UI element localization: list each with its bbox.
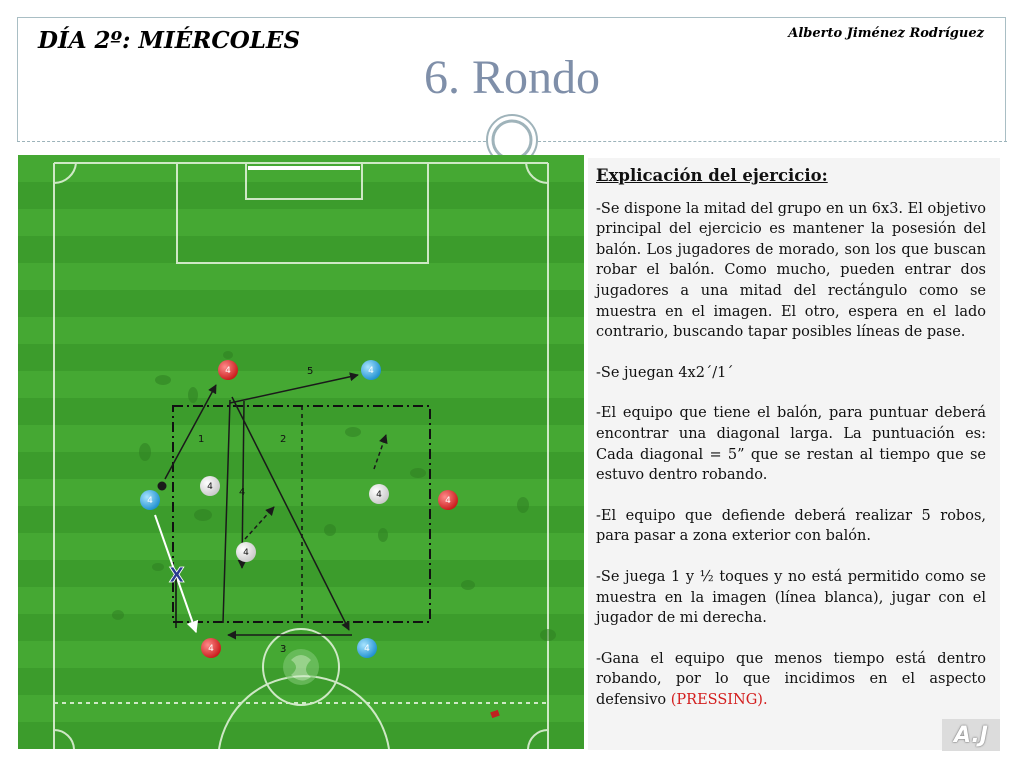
player-blue-top xyxy=(361,360,381,380)
rondo-diagram xyxy=(18,155,584,749)
day-title: DÍA 2º: MIÉRCOLES xyxy=(38,27,301,54)
author-logo: A.J xyxy=(942,719,1000,751)
author-name: Alberto Jiménez Rodríguez xyxy=(788,26,984,41)
player-blue-bottom xyxy=(357,638,377,658)
svg-text:4: 4 xyxy=(147,496,153,506)
explanation-heading: Explicación del ejercicio: xyxy=(596,166,828,185)
player-red-top xyxy=(218,360,238,380)
svg-text:4: 4 xyxy=(243,548,249,558)
player-white-right xyxy=(369,484,389,504)
pass-number-1: 1 xyxy=(198,434,205,445)
explanation-paragraph-6 xyxy=(596,649,986,711)
svg-text:4: 4 xyxy=(368,366,374,376)
ball-icon xyxy=(158,482,167,491)
pass-number-2: 2 xyxy=(280,434,287,445)
pass-number-4: 4 xyxy=(239,487,246,498)
pressing-highlight: (PRESSING). xyxy=(670,691,768,708)
explanation-paragraph-6-text: -Gana el equipo que menos tiempo está dentro robando, por lo que incidimos en el aspecto defensivo xyxy=(596,650,986,708)
page-title: 6. Rondo xyxy=(423,51,600,104)
explanation-paragraph-2: -Se juegan 4x2´/1´ xyxy=(596,364,734,381)
player-white-bottom xyxy=(236,542,256,562)
player-white-left xyxy=(200,476,220,496)
svg-text:4: 4 xyxy=(208,644,214,654)
explanation-paragraph-4: -El equipo que defiende deberá realizar 5 robos, para pasar a zona exterior con balón. xyxy=(596,507,986,545)
marker-x: X xyxy=(169,563,185,587)
explanation-paragraph-3: -El equipo que tiene el balón, para puntuar deberá encontrar una diagonal larga. La puntuación es: Cada diagonal = 5” que se restan al tiempo que se estuvo dentro robando. xyxy=(596,405,986,484)
explanation-panel xyxy=(588,158,1000,750)
player-red-bottom xyxy=(201,638,221,658)
svg-text:4: 4 xyxy=(364,644,370,654)
player-blue-left xyxy=(140,490,160,510)
svg-text:4: 4 xyxy=(445,496,451,506)
explanation-paragraph-1: -Se dispone la mitad del grupo en un 6x3. El objetivo principal del ejercicio es mantener la posesión del balón. Los jugadores de morado, son los que buscan robar el balón. Como mucho, pueden entrar dos jugadores a una mitad del rectángulo como se muestra en el imagen. El otro, espera en el lado contrario, buscando tapar posibles líneas de pase. xyxy=(596,200,986,341)
center-crest-icon xyxy=(283,649,319,685)
pass-number-3: 3 xyxy=(280,644,287,655)
pass-number-5: 5 xyxy=(307,366,314,377)
explanation-paragraph-5: -Se juega 1 y ½ toques y no está permitido como se muestra en la imagen (línea blanca), jugar con el jugador de mi derecha. xyxy=(596,568,986,627)
svg-text:4: 4 xyxy=(207,482,213,492)
svg-text:4: 4 xyxy=(376,490,382,500)
player-red-right xyxy=(438,490,458,510)
svg-text:4: 4 xyxy=(225,366,231,376)
